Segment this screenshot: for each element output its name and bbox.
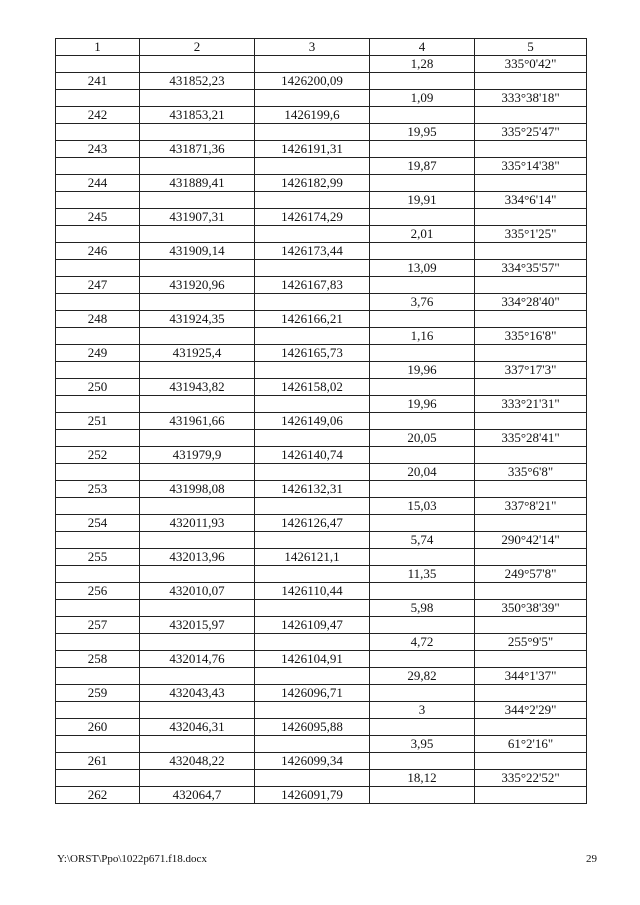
x-coordinate-cell: 432010,07	[140, 583, 255, 600]
table-row	[56, 736, 587, 753]
table-row	[56, 73, 587, 90]
table-row	[56, 277, 587, 294]
x-coordinate-cell	[140, 260, 255, 277]
distance-cell	[370, 651, 475, 668]
bearing-cell	[475, 753, 587, 770]
y-coordinate-cell: 1426140,74	[255, 447, 370, 464]
x-coordinate-cell	[140, 464, 255, 481]
y-coordinate-cell: 1426109,47	[255, 617, 370, 634]
point-number-cell	[56, 464, 140, 481]
distance-cell: 2,01	[370, 226, 475, 243]
y-coordinate-cell	[255, 464, 370, 481]
table-row	[56, 175, 587, 192]
x-coordinate-cell	[140, 226, 255, 243]
y-coordinate-cell: 1426165,73	[255, 345, 370, 362]
distance-cell	[370, 617, 475, 634]
bearing-cell: 255°9'5"	[475, 634, 587, 651]
x-coordinate-cell: 432014,76	[140, 651, 255, 668]
distance-cell	[370, 685, 475, 702]
y-coordinate-cell: 1426091,79	[255, 787, 370, 804]
y-coordinate-cell	[255, 226, 370, 243]
distance-cell	[370, 583, 475, 600]
point-number-cell: 246	[56, 243, 140, 260]
x-coordinate-cell	[140, 396, 255, 413]
point-number-cell	[56, 124, 140, 141]
table-row	[56, 362, 587, 379]
y-coordinate-cell: 1426200,09	[255, 73, 370, 90]
distance-cell	[370, 311, 475, 328]
bearing-cell: 335°14'38"	[475, 158, 587, 175]
x-coordinate-cell: 431853,21	[140, 107, 255, 124]
x-coordinate-cell: 432046,31	[140, 719, 255, 736]
x-coordinate-cell	[140, 498, 255, 515]
x-coordinate-cell	[140, 770, 255, 787]
distance-cell: 1,16	[370, 328, 475, 345]
y-coordinate-cell: 1426174,29	[255, 209, 370, 226]
table-row	[56, 192, 587, 209]
y-coordinate-cell	[255, 90, 370, 107]
bearing-cell	[475, 685, 587, 702]
y-coordinate-cell	[255, 634, 370, 651]
x-coordinate-cell	[140, 192, 255, 209]
distance-cell: 19,87	[370, 158, 475, 175]
table-row	[56, 702, 587, 719]
x-coordinate-cell	[140, 294, 255, 311]
y-coordinate-cell	[255, 600, 370, 617]
bearing-cell	[475, 787, 587, 804]
point-number-cell	[56, 90, 140, 107]
point-number-cell: 241	[56, 73, 140, 90]
bearing-cell: 335°25'47"	[475, 124, 587, 141]
distance-cell: 19,91	[370, 192, 475, 209]
bearing-cell: 333°38'18"	[475, 90, 587, 107]
distance-cell	[370, 753, 475, 770]
x-coordinate-cell: 431979,9	[140, 447, 255, 464]
bearing-cell: 333°21'31"	[475, 396, 587, 413]
point-number-cell	[56, 600, 140, 617]
point-number-cell: 252	[56, 447, 140, 464]
bearing-cell	[475, 583, 587, 600]
point-number-cell: 254	[56, 515, 140, 532]
column-header-distance: 4	[370, 39, 475, 56]
y-coordinate-cell	[255, 770, 370, 787]
x-coordinate-cell: 432048,22	[140, 753, 255, 770]
distance-cell	[370, 175, 475, 192]
point-number-cell	[56, 56, 140, 73]
point-number-cell	[56, 260, 140, 277]
table-row	[56, 209, 587, 226]
distance-cell: 4,72	[370, 634, 475, 651]
bearing-cell: 334°28'40"	[475, 294, 587, 311]
table-row	[56, 396, 587, 413]
point-number-cell	[56, 634, 140, 651]
point-number-cell	[56, 226, 140, 243]
y-coordinate-cell: 1426110,44	[255, 583, 370, 600]
table-row	[56, 651, 587, 668]
x-coordinate-cell	[140, 430, 255, 447]
y-coordinate-cell	[255, 362, 370, 379]
x-coordinate-cell	[140, 328, 255, 345]
table-row	[56, 379, 587, 396]
column-header-y: 3	[255, 39, 370, 56]
table-row	[56, 617, 587, 634]
bearing-cell: 344°1'37"	[475, 668, 587, 685]
y-coordinate-cell: 1426096,71	[255, 685, 370, 702]
distance-cell: 20,04	[370, 464, 475, 481]
table-row	[56, 311, 587, 328]
distance-cell	[370, 719, 475, 736]
x-coordinate-cell	[140, 158, 255, 175]
x-coordinate-cell: 432043,43	[140, 685, 255, 702]
y-coordinate-cell: 1426158,02	[255, 379, 370, 396]
column-header-point: 1	[56, 39, 140, 56]
y-coordinate-cell	[255, 736, 370, 753]
bearing-cell: 249°57'8"	[475, 566, 587, 583]
x-coordinate-cell	[140, 56, 255, 73]
x-coordinate-cell: 431909,14	[140, 243, 255, 260]
bearing-cell	[475, 141, 587, 158]
bearing-cell	[475, 617, 587, 634]
y-coordinate-cell: 1426099,34	[255, 753, 370, 770]
x-coordinate-cell	[140, 736, 255, 753]
distance-cell	[370, 107, 475, 124]
y-coordinate-cell	[255, 294, 370, 311]
x-coordinate-cell	[140, 600, 255, 617]
point-number-cell: 248	[56, 311, 140, 328]
y-coordinate-cell: 1426126,47	[255, 515, 370, 532]
point-number-cell	[56, 498, 140, 515]
bearing-cell: 335°22'52"	[475, 770, 587, 787]
table-row	[56, 600, 587, 617]
column-header-bearing: 5	[475, 39, 587, 56]
y-coordinate-cell: 1426199,6	[255, 107, 370, 124]
x-coordinate-cell: 431961,66	[140, 413, 255, 430]
point-number-cell: 261	[56, 753, 140, 770]
y-coordinate-cell	[255, 328, 370, 345]
point-number-cell	[56, 668, 140, 685]
distance-cell	[370, 209, 475, 226]
bearing-cell	[475, 345, 587, 362]
y-coordinate-cell: 1426182,99	[255, 175, 370, 192]
distance-cell	[370, 277, 475, 294]
bearing-cell	[475, 277, 587, 294]
x-coordinate-cell: 432015,97	[140, 617, 255, 634]
point-number-cell	[56, 566, 140, 583]
x-coordinate-cell: 431852,23	[140, 73, 255, 90]
point-number-cell: 262	[56, 787, 140, 804]
y-coordinate-cell	[255, 498, 370, 515]
distance-cell: 29,82	[370, 668, 475, 685]
distance-cell	[370, 549, 475, 566]
bearing-cell: 334°35'57"	[475, 260, 587, 277]
bearing-cell: 334°6'14"	[475, 192, 587, 209]
point-number-cell: 250	[56, 379, 140, 396]
point-number-cell: 256	[56, 583, 140, 600]
table-row	[56, 243, 587, 260]
table-row	[56, 787, 587, 804]
bearing-cell	[475, 107, 587, 124]
bearing-cell	[475, 175, 587, 192]
distance-cell: 5,74	[370, 532, 475, 549]
table-row	[56, 158, 587, 175]
x-coordinate-cell: 431871,36	[140, 141, 255, 158]
table-row	[56, 90, 587, 107]
distance-cell: 11,35	[370, 566, 475, 583]
bearing-cell: 337°8'21"	[475, 498, 587, 515]
x-coordinate-cell: 432011,93	[140, 515, 255, 532]
y-coordinate-cell: 1426191,31	[255, 141, 370, 158]
x-coordinate-cell	[140, 124, 255, 141]
table-row	[56, 532, 587, 549]
bearing-cell	[475, 209, 587, 226]
bearing-cell: 335°1'25"	[475, 226, 587, 243]
y-coordinate-cell	[255, 56, 370, 73]
distance-cell	[370, 447, 475, 464]
bearing-cell: 335°6'8"	[475, 464, 587, 481]
distance-cell: 19,95	[370, 124, 475, 141]
table-row	[56, 260, 587, 277]
distance-cell: 19,96	[370, 396, 475, 413]
bearing-cell: 335°0'42"	[475, 56, 587, 73]
table-row	[56, 549, 587, 566]
distance-cell	[370, 379, 475, 396]
bearing-cell: 335°28'41"	[475, 430, 587, 447]
table-row	[56, 634, 587, 651]
bearing-cell	[475, 549, 587, 566]
point-number-cell	[56, 158, 140, 175]
distance-cell	[370, 141, 475, 158]
column-header-x: 2	[140, 39, 255, 56]
table-row	[56, 583, 587, 600]
distance-cell: 18,12	[370, 770, 475, 787]
distance-cell: 19,96	[370, 362, 475, 379]
table-row	[56, 294, 587, 311]
y-coordinate-cell	[255, 192, 370, 209]
table-row	[56, 141, 587, 158]
table-row	[56, 498, 587, 515]
point-number-cell	[56, 532, 140, 549]
x-coordinate-cell: 431924,35	[140, 311, 255, 328]
table-row	[56, 515, 587, 532]
distance-cell: 13,09	[370, 260, 475, 277]
table-row	[56, 753, 587, 770]
point-number-cell	[56, 328, 140, 345]
x-coordinate-cell	[140, 702, 255, 719]
distance-cell: 3	[370, 702, 475, 719]
bearing-cell	[475, 243, 587, 260]
bearing-cell	[475, 413, 587, 430]
table-row	[56, 124, 587, 141]
table-row	[56, 56, 587, 73]
point-number-cell: 247	[56, 277, 140, 294]
bearing-cell	[475, 515, 587, 532]
y-coordinate-cell: 1426166,21	[255, 311, 370, 328]
x-coordinate-cell: 431998,08	[140, 481, 255, 498]
bearing-cell: 337°17'3"	[475, 362, 587, 379]
table-row	[56, 464, 587, 481]
x-coordinate-cell: 431920,96	[140, 277, 255, 294]
distance-cell: 15,03	[370, 498, 475, 515]
distance-cell: 3,76	[370, 294, 475, 311]
distance-cell: 1,28	[370, 56, 475, 73]
bearing-cell: 335°16'8"	[475, 328, 587, 345]
y-coordinate-cell	[255, 396, 370, 413]
bearing-cell: 350°38'39"	[475, 600, 587, 617]
y-coordinate-cell	[255, 702, 370, 719]
point-number-cell: 259	[56, 685, 140, 702]
point-number-cell	[56, 430, 140, 447]
x-coordinate-cell: 431943,82	[140, 379, 255, 396]
x-coordinate-cell	[140, 90, 255, 107]
y-coordinate-cell: 1426095,88	[255, 719, 370, 736]
y-coordinate-cell	[255, 668, 370, 685]
distance-cell	[370, 787, 475, 804]
table-body	[56, 56, 587, 804]
y-coordinate-cell: 1426121,1	[255, 549, 370, 566]
x-coordinate-cell	[140, 634, 255, 651]
table-row	[56, 685, 587, 702]
distance-cell	[370, 413, 475, 430]
table-row	[56, 328, 587, 345]
distance-cell	[370, 481, 475, 498]
x-coordinate-cell: 431889,41	[140, 175, 255, 192]
point-number-cell	[56, 770, 140, 787]
table-header-row	[56, 39, 587, 56]
x-coordinate-cell	[140, 566, 255, 583]
distance-cell: 3,95	[370, 736, 475, 753]
point-number-cell: 253	[56, 481, 140, 498]
x-coordinate-cell	[140, 668, 255, 685]
footer-file-path: Y:\ORST\Ppo\1022p671.f18.docx	[57, 853, 207, 865]
bearing-cell	[475, 73, 587, 90]
table-row	[56, 430, 587, 447]
point-number-cell: 255	[56, 549, 140, 566]
distance-cell: 1,09	[370, 90, 475, 107]
point-number-cell: 258	[56, 651, 140, 668]
coordinates-table	[55, 38, 587, 804]
x-coordinate-cell: 432013,96	[140, 549, 255, 566]
point-number-cell	[56, 192, 140, 209]
x-coordinate-cell	[140, 362, 255, 379]
table-row	[56, 566, 587, 583]
x-coordinate-cell	[140, 532, 255, 549]
y-coordinate-cell	[255, 566, 370, 583]
point-number-cell: 257	[56, 617, 140, 634]
y-coordinate-cell: 1426173,44	[255, 243, 370, 260]
distance-cell	[370, 243, 475, 260]
table-row	[56, 345, 587, 362]
bearing-cell	[475, 481, 587, 498]
table-row	[56, 668, 587, 685]
table-row	[56, 107, 587, 124]
point-number-cell	[56, 736, 140, 753]
point-number-cell: 244	[56, 175, 140, 192]
bearing-cell: 61°2'16"	[475, 736, 587, 753]
y-coordinate-cell	[255, 158, 370, 175]
point-number-cell	[56, 294, 140, 311]
x-coordinate-cell: 431907,31	[140, 209, 255, 226]
bearing-cell: 290°42'14"	[475, 532, 587, 549]
point-number-cell: 242	[56, 107, 140, 124]
y-coordinate-cell: 1426167,83	[255, 277, 370, 294]
x-coordinate-cell: 432064,7	[140, 787, 255, 804]
y-coordinate-cell: 1426104,91	[255, 651, 370, 668]
y-coordinate-cell	[255, 124, 370, 141]
distance-cell	[370, 73, 475, 90]
bearing-cell	[475, 719, 587, 736]
point-number-cell	[56, 702, 140, 719]
table-row	[56, 481, 587, 498]
point-number-cell: 245	[56, 209, 140, 226]
y-coordinate-cell: 1426149,06	[255, 413, 370, 430]
distance-cell: 5,98	[370, 600, 475, 617]
table-row	[56, 447, 587, 464]
table-row	[56, 719, 587, 736]
y-coordinate-cell	[255, 260, 370, 277]
distance-cell	[370, 515, 475, 532]
distance-cell: 20,05	[370, 430, 475, 447]
point-number-cell: 243	[56, 141, 140, 158]
point-number-cell: 260	[56, 719, 140, 736]
point-number-cell	[56, 362, 140, 379]
y-coordinate-cell	[255, 430, 370, 447]
table-row	[56, 226, 587, 243]
point-number-cell: 251	[56, 413, 140, 430]
bearing-cell: 344°2'29"	[475, 702, 587, 719]
point-number-cell	[56, 396, 140, 413]
page-number: 29	[586, 853, 597, 865]
bearing-cell	[475, 379, 587, 396]
y-coordinate-cell: 1426132,31	[255, 481, 370, 498]
bearing-cell	[475, 311, 587, 328]
point-number-cell: 249	[56, 345, 140, 362]
distance-cell	[370, 345, 475, 362]
bearing-cell	[475, 447, 587, 464]
x-coordinate-cell: 431925,4	[140, 345, 255, 362]
y-coordinate-cell	[255, 532, 370, 549]
table-row	[56, 413, 587, 430]
table-row	[56, 770, 587, 787]
bearing-cell	[475, 651, 587, 668]
